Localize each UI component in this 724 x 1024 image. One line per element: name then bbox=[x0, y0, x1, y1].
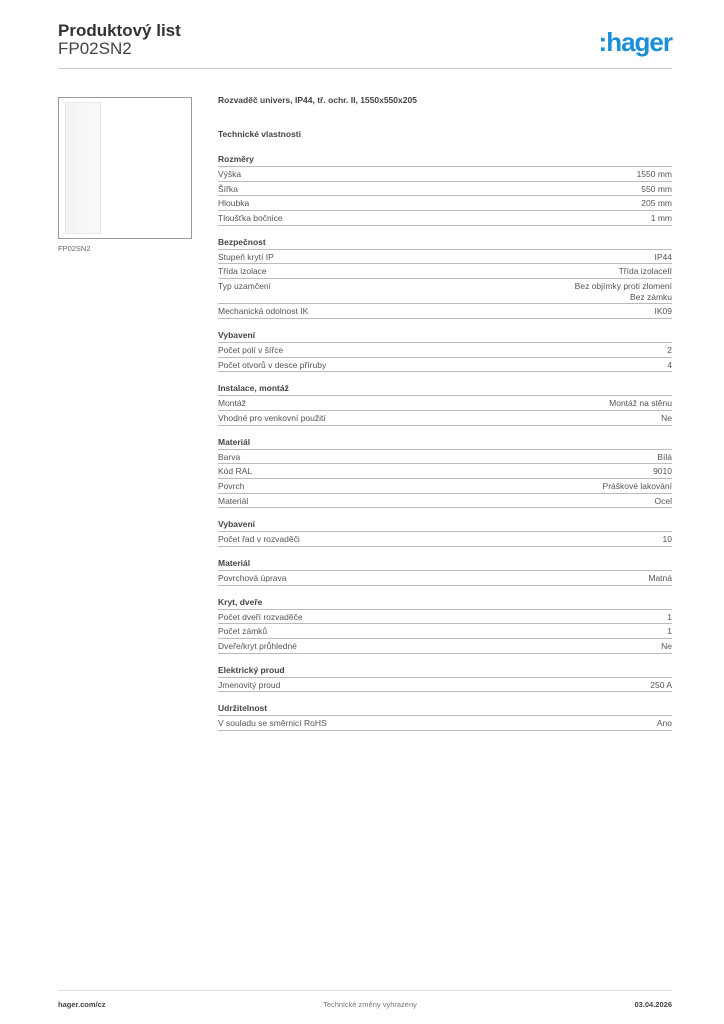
section-title: Bezpečnost bbox=[218, 235, 672, 250]
product-code: FP02SN2 bbox=[58, 39, 132, 58]
section-title: Elektrický proud bbox=[218, 663, 672, 678]
spec-row bbox=[218, 532, 672, 547]
spec-value: 205 mm bbox=[641, 198, 672, 209]
section-title: Kryt, dveře bbox=[218, 595, 672, 610]
spec-value: 1 mm bbox=[650, 213, 672, 224]
spec-section bbox=[218, 556, 672, 586]
spec-row bbox=[218, 167, 672, 182]
spec-value: Bez objímky proti zlomení Bez zámku bbox=[574, 281, 672, 303]
spec-row bbox=[218, 464, 672, 479]
spec-label: Tloušťka bočnice bbox=[218, 213, 283, 224]
spec-value: 1 bbox=[667, 611, 672, 622]
spec-label: Výška bbox=[218, 169, 242, 179]
footer-site[interactable]: hager.com/cz bbox=[58, 1000, 106, 1009]
spec-value: Ne bbox=[661, 412, 672, 423]
spec-value: 10 bbox=[662, 534, 672, 545]
spec-value: 550 mm bbox=[641, 183, 672, 194]
spec-value: Matná bbox=[648, 573, 672, 583]
section-title: Vybavení bbox=[218, 517, 672, 532]
spec-label: Počet polí v šířce bbox=[218, 344, 284, 355]
spec-row bbox=[218, 396, 672, 411]
spec-value: IK09 bbox=[654, 306, 672, 317]
section-title: Materiál bbox=[218, 435, 672, 450]
spec-section bbox=[218, 663, 672, 693]
spec-section bbox=[218, 152, 672, 226]
spec-label: Stupeň krytí IP bbox=[218, 251, 274, 262]
header-divider bbox=[58, 68, 672, 69]
spec-section bbox=[218, 328, 672, 372]
spec-value: Ocel bbox=[654, 495, 672, 506]
spec-row bbox=[218, 639, 672, 654]
hager-logo: :hager bbox=[598, 27, 672, 57]
spec-label: Vhodné pro venkovní použití bbox=[218, 412, 326, 423]
product-image bbox=[58, 97, 192, 239]
spec-section bbox=[218, 517, 672, 547]
spec-row bbox=[218, 678, 672, 693]
spec-value: Bílá bbox=[657, 451, 672, 462]
spec-label: Třída izolace bbox=[218, 266, 267, 277]
spec-sections bbox=[218, 152, 672, 731]
spec-label: Kód RAL bbox=[218, 466, 253, 477]
spec-label: Materiál bbox=[218, 495, 249, 506]
spec-label: Počet řad v rozvaděči bbox=[218, 534, 300, 545]
section-title: Udržitelnost bbox=[218, 701, 672, 716]
spec-label: V souladu se směrnicí RoHS bbox=[218, 718, 327, 729]
spec-section bbox=[218, 235, 672, 319]
spec-value: 250 A bbox=[650, 679, 672, 690]
spec-row bbox=[218, 196, 672, 211]
footer-note: Technické změny vyhrazeny bbox=[323, 1000, 417, 1009]
spec-label: Povrchová úprava bbox=[218, 573, 287, 583]
spec-section bbox=[218, 595, 672, 654]
spec-label: Povrch bbox=[218, 480, 245, 491]
spec-section bbox=[218, 435, 672, 509]
spec-value: IP44 bbox=[654, 251, 672, 262]
spec-section bbox=[218, 701, 672, 731]
spec-row bbox=[218, 624, 672, 639]
spec-label: Počet otvorů v desce příruby bbox=[218, 359, 327, 370]
spec-row bbox=[218, 571, 672, 586]
spec-row bbox=[218, 479, 672, 494]
product-headline: Rozvaděč univers, IP44, tř. ochr. II, 1550x550x205 bbox=[218, 95, 417, 105]
spec-label: Typ uzamčení bbox=[218, 281, 271, 292]
spec-value: Práškové lakování bbox=[602, 480, 672, 491]
spec-value: 1 bbox=[667, 626, 672, 637]
spec-row bbox=[218, 343, 672, 358]
spec-row bbox=[218, 304, 672, 319]
spec-value: 9010 bbox=[653, 466, 672, 477]
spec-value: 2 bbox=[667, 344, 672, 355]
page-title: Produktový list bbox=[58, 21, 181, 40]
spec-row bbox=[218, 264, 672, 279]
spec-value: Montáž na stěnu bbox=[609, 398, 672, 409]
section-title: Rozměry bbox=[218, 152, 672, 167]
cabinet-picture bbox=[65, 102, 101, 234]
section-title: Materiál bbox=[218, 556, 672, 571]
spec-row bbox=[218, 358, 672, 373]
footer-date: 03.04.2026 bbox=[634, 1000, 672, 1009]
spec-label: Šířka bbox=[218, 183, 238, 194]
spec-label: Montáž bbox=[218, 398, 246, 409]
spec-label: Počet zámků bbox=[218, 626, 268, 637]
tech-title: Technické vlastnosti bbox=[218, 129, 301, 139]
spec-value: Ne bbox=[661, 641, 672, 652]
spec-row bbox=[218, 716, 672, 731]
spec-value: Třída izolaceII bbox=[618, 266, 672, 277]
footer bbox=[58, 990, 672, 1009]
spec-label: Hloubka bbox=[218, 198, 250, 209]
section-title: Vybavení bbox=[218, 328, 672, 343]
spec-row bbox=[218, 450, 672, 465]
image-caption: FP02SN2 bbox=[58, 244, 91, 253]
section-title: Instalace, montáž bbox=[218, 381, 672, 396]
spec-row bbox=[218, 494, 672, 509]
spec-value: 4 bbox=[667, 359, 672, 370]
spec-label: Mechanická odolnost IK bbox=[218, 306, 309, 317]
spec-row bbox=[218, 411, 672, 426]
spec-value: Ano bbox=[656, 718, 672, 729]
spec-row bbox=[218, 279, 672, 304]
spec-value: 1550 mm bbox=[636, 169, 672, 179]
spec-label: Dveře/kryt průhledné bbox=[218, 641, 297, 652]
spec-label: Jmenovitý proud bbox=[218, 679, 281, 690]
spec-content bbox=[218, 95, 672, 731]
spec-label: Barva bbox=[218, 451, 241, 462]
spec-row bbox=[218, 211, 672, 226]
spec-section bbox=[218, 381, 672, 425]
spec-label: Počet dveří rozvaděče bbox=[218, 611, 303, 622]
spec-row bbox=[218, 610, 672, 625]
spec-row bbox=[218, 250, 672, 265]
spec-row bbox=[218, 182, 672, 197]
